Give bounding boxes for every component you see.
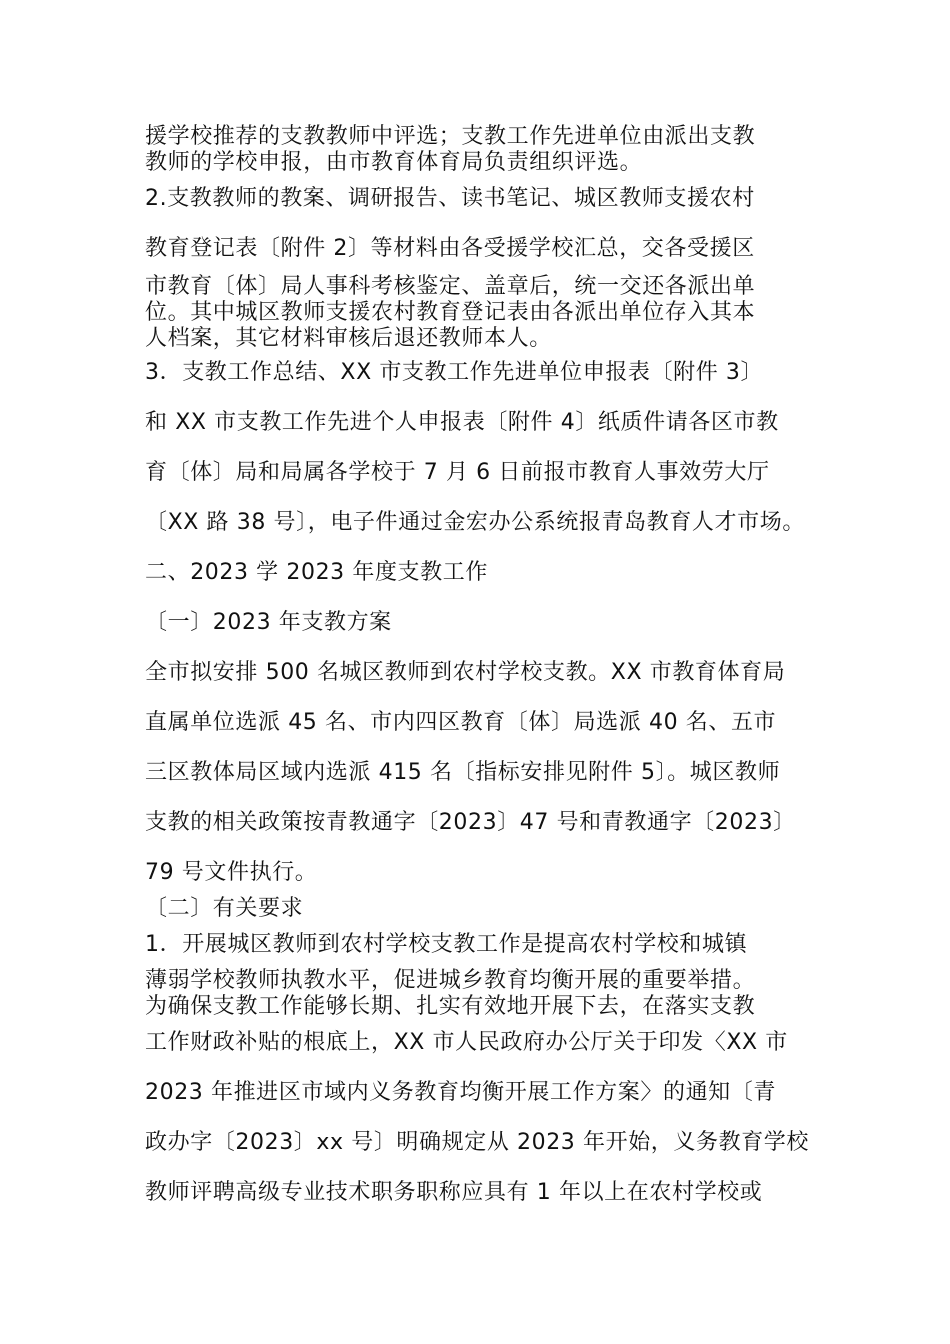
- text-line: 直属单位选派 45 名、市内四区教育〔体〕局选派 40 名、五市: [145, 710, 777, 735]
- text-line: 教师的学校申报，由市教育体育局负责组织评选。: [145, 150, 643, 175]
- text-line: 2.支教教师的教案、调研报告、读书笔记、城区教师支援农村: [145, 186, 755, 211]
- text-line: 工作财政补贴的根底上，XX 市人民政府办公厅关于印发〈XX 市: [145, 1030, 788, 1055]
- text-line: 政办字〔2023〕xx 号〕明确规定从 2023 年开始，义务教育学校: [145, 1130, 809, 1155]
- text-line: 79 号文件执行。: [145, 860, 318, 885]
- text-line: 薄弱学校教师执教水平，促进城乡教育均衡开展的重要举措。: [145, 968, 756, 993]
- text-line: 1．开展城区教师到农村学校支教工作是提高农村学校和城镇: [145, 932, 748, 957]
- text-line: 三区教体局区域内选派 415 名〔指标安排见附件 5〕。城区教师: [145, 760, 781, 785]
- text-line: 支教的相关政策按青教通字〔2023〕47 号和青教通字〔2023〕: [145, 810, 796, 835]
- text-line: 〔XX 路 38 号〕，电子件通过金宏办公系统报青岛教育人才市场。: [145, 510, 805, 535]
- text-line: 教师评聘高级专业技术职务职称应具有 1 年以上在农村学校或: [145, 1180, 763, 1205]
- text-line: 3．支教工作总结、XX 市支教工作先进单位申报表〔附件 3〕: [145, 360, 764, 385]
- text-line: 和 XX 市支教工作先进个人申报表〔附件 4〕纸质件请各区市教: [145, 410, 779, 435]
- text-line: 2023 年推进区市域内义务教育均衡开展工作方案〉的通知〔青: [145, 1080, 776, 1105]
- text-line: 全市拟安排 500 名城区教师到农村学校支教。XX 市教育体育局: [145, 660, 786, 685]
- subsection-heading: 〔一〕2023 年支教方案: [145, 610, 392, 635]
- text-line: 育〔体〕局和局属各学校于 7 月 6 日前报市教育人事效劳大厅: [145, 460, 770, 485]
- subsection-heading: 〔二〕有关要求: [145, 896, 304, 921]
- text-line: 援学校推荐的支教教师中评选；支教工作先进单位由派出支教: [145, 124, 756, 149]
- text-line: 教育登记表〔附件 2〕等材料由各受援学校汇总，交各受援区: [145, 236, 755, 261]
- text-line: 市教育〔体〕局人事科考核鉴定、盖章后，统一交还各派出单: [145, 274, 756, 299]
- text-line: 人档案，其它材料审核后退还教师本人。: [145, 326, 552, 351]
- section-heading: 二、2023 学 2023 年度支教工作: [145, 560, 488, 585]
- text-line: 为确保支教工作能够长期、扎实有效地开展下去，在落实支教: [145, 994, 756, 1019]
- text-line: 位。其中城区教师支援农村教育登记表由各派出单位存入其本: [145, 300, 756, 325]
